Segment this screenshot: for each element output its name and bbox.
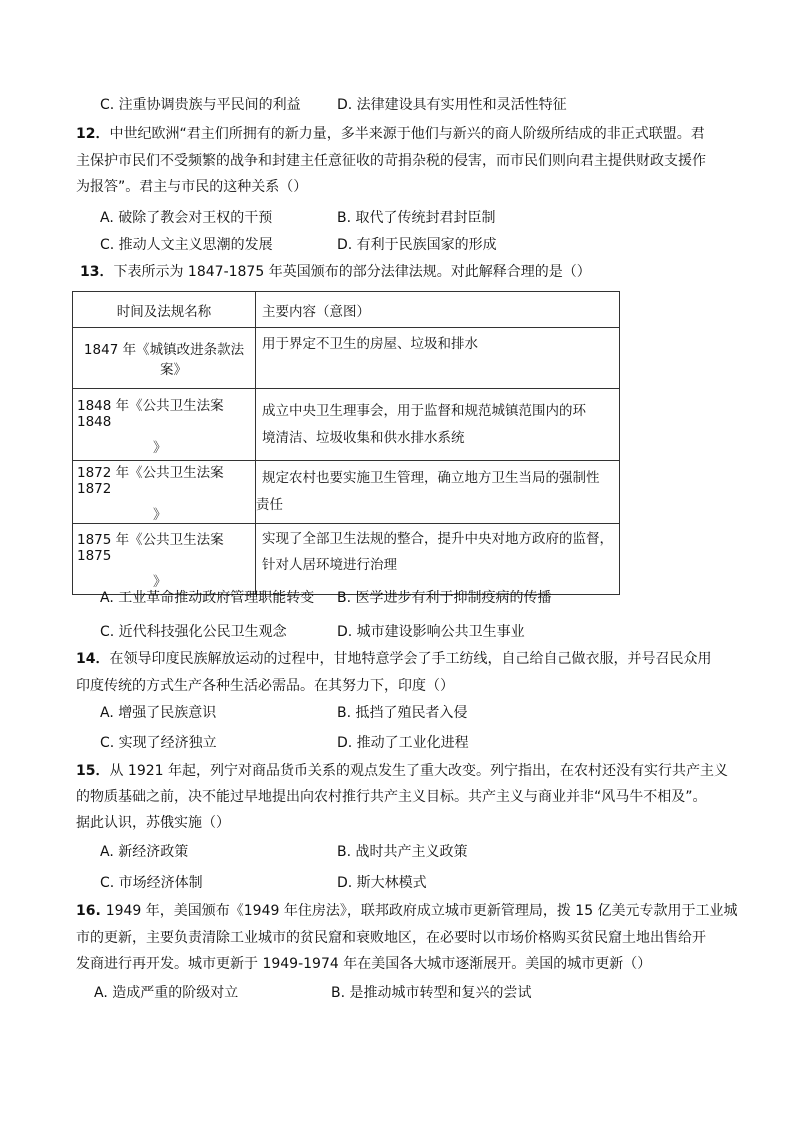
q11-option-d: D. 法律建设具有实用性和灵活性特征: [337, 97, 567, 113]
table-header-name: 时间及法规名称: [73, 292, 256, 328]
q16-stem-line-1: 16. 1949 年，美国颁布《1949 年住房法》，联邦政府成立城市更新管理局，拨 15 亿美元专款用于工业城: [76, 903, 738, 919]
q14-option-b: B. 抵挡了殖民者入侵: [337, 705, 468, 721]
q13-option-d: D. 城市建设影响公共卫生事业: [337, 624, 525, 640]
q14-stem-line-2: 印度传统的方式生产各种生活必需品。在其努力下，印度（）: [76, 678, 454, 694]
q15-option-b: B. 战时共产主义政策: [337, 844, 468, 860]
law-name-cell: 1847 年《城镇改进条款法 案》: [73, 328, 256, 389]
table-row: [73, 328, 620, 389]
table-row: [73, 389, 620, 461]
q13-number: 13．: [80, 264, 114, 280]
law-content-cell: 规定农村也要实施卫生管理，确立地方卫生当局的强制性 责任: [256, 461, 620, 524]
q16-number: 16.: [76, 903, 106, 919]
q15-option-a: A. 新经济政策: [100, 844, 189, 860]
q16-option-b: B. 是推动城市转型和复兴的尝试: [331, 985, 532, 1001]
q14-stem-line-1: 14．在领导印度民族解放运动的过程中，甘地特意学会了手工纺线，自己给自己做衣服，并号召民众用: [76, 651, 712, 667]
table-row: [73, 524, 620, 595]
q14-option-d: D. 推动了工业化进程: [337, 735, 469, 751]
q13-option-b: B. 医学进步有利于抑制疫病的传播: [337, 590, 552, 606]
q15-stem-line-1: 15．从 1921 年起，列宁对商品货币关系的观点发生了重大改变。列宁指出，在农村还没有实行共产主义: [76, 763, 729, 779]
q14-option-c: C. 实现了经济独立: [100, 735, 217, 751]
law-name-cell: 1872 年《公共卫生法案 1872 》: [73, 461, 256, 524]
q11-option-c: C. 注重协调贵族与平民间的利益: [100, 97, 301, 113]
q16-stem-line-2: 市的更新，主要负责清除工业城市的贫民窟和衰败地区，在必要时以市场价格购买贫民窟土地出售给开: [76, 930, 706, 946]
q15-option-d: D. 斯大林模式: [337, 875, 427, 891]
q15-number: 15．: [76, 763, 110, 779]
q14-option-a: A. 增强了民族意识: [100, 705, 217, 721]
q12-number: 12．: [76, 126, 110, 142]
q12-option-d: D. 有利于民族国家的形成: [337, 237, 497, 253]
q13-option-c: C. 近代科技强化公民卫生观念: [100, 624, 287, 640]
q12-option-a: A. 破除了教会对王权的干预: [100, 210, 273, 226]
law-name-cell: 1848 年《公共卫生法案 1848 》: [73, 389, 256, 461]
table-header-row: [73, 292, 620, 328]
law-content-cell: 用于界定不卫生的房屋、垃圾和排水: [256, 328, 620, 389]
table-row: [73, 461, 620, 524]
q12-stem-line-2: 主保护市民们不受频繁的战争和封建主任意征收的苛捐杂税的侵害，而市民们则向君主提供财政支援作: [76, 153, 706, 169]
q16-option-a: A. 造成严重的阶级对立: [94, 985, 239, 1001]
q15-stem-line-3: 据此认识，苏俄实施（）: [76, 815, 230, 831]
q15-option-c: C. 市场经济体制: [100, 875, 203, 891]
law-content-cell: 成立中央卫生理事会，用于监督和规范城镇范围内的环 境清洁、垃圾收集和供水排水系统: [256, 389, 620, 461]
laws-table: [72, 291, 620, 595]
q15-stem-line-2: 的物质基础之前，决不能过早地提出向农村推行共产主义目标。共产主义与商业并非“风马牛不相及”。: [76, 789, 707, 805]
q12-option-c: C. 推动人文主义思潮的发展: [100, 237, 273, 253]
law-name-cell: 1875 年《公共卫生法案 1875 》: [73, 524, 256, 595]
q12-stem-line-3: 为报答”。君主与市民的这种关系（）: [76, 179, 308, 195]
q14-number: 14．: [76, 651, 110, 667]
q16-stem-line-3: 发商进行再开发。城市更新于 1949-1974 年在美国各大城市逐渐展开。美国的城市更新（）: [76, 956, 652, 972]
q12-stem-line-1: 12．中世纪欧洲“君主们所拥有的新力量，多半来源于他们与新兴的商人阶级所结成的非正式联盟。君: [76, 126, 705, 142]
q13-option-a: A. 工业革命推动政府管理职能转变: [100, 590, 315, 606]
q12-option-b: B. 取代了传统封君封臣制: [337, 210, 496, 226]
law-content-cell: 实现了全部卫生法规的整合，提升中央对地方政府的监督， 针对人居环境进行治理: [256, 524, 620, 595]
q13-stem: 13．下表所示为 1847-1875 年英国颁布的部分法律法规。对此解释合理的是（）: [80, 264, 591, 280]
table-header-content: 主要内容（意图）: [256, 292, 620, 328]
